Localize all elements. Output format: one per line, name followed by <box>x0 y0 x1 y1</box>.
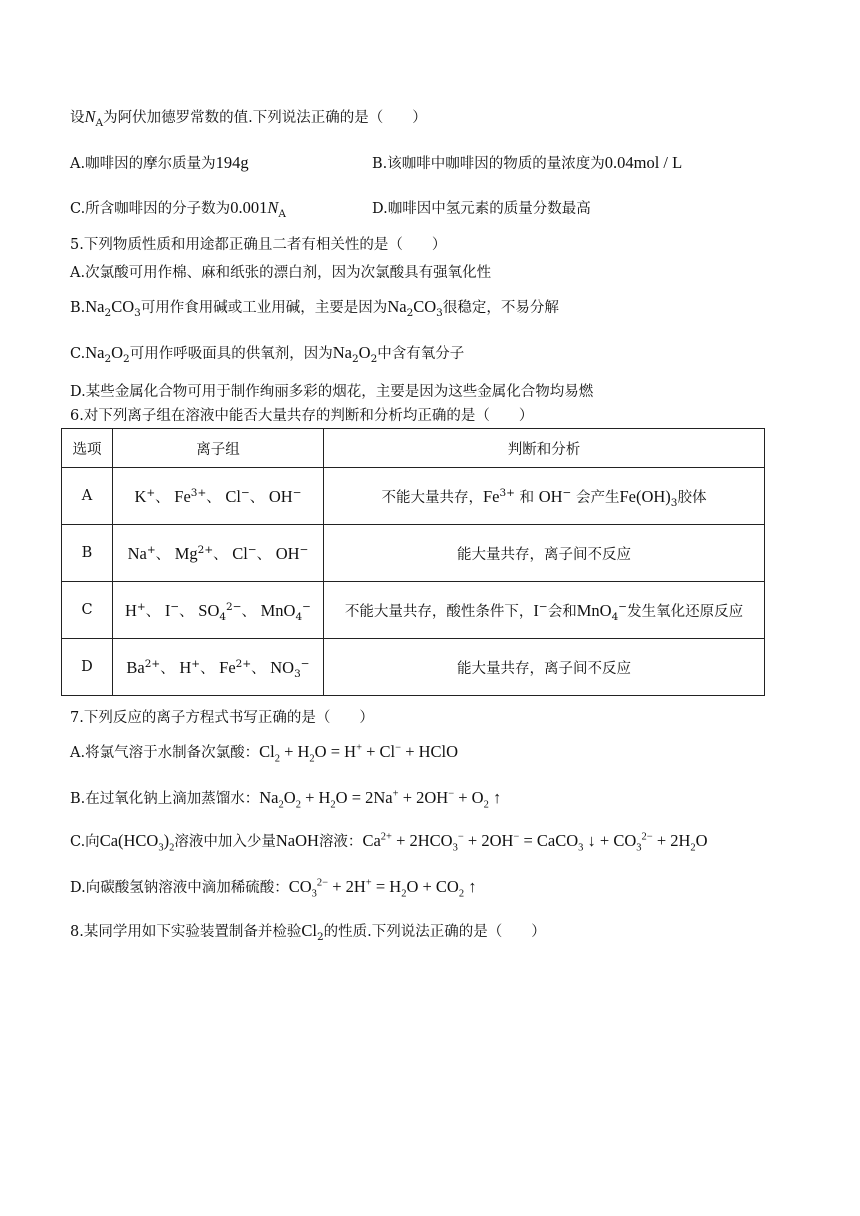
table-row-b <box>62 525 765 582</box>
q7-option-b: B.在过氧化钠上滴加蒸馏水：$Na_2O_2 + H_2O = 2Na^+ + 2OH^- + O_2$ ↑ <box>70 788 502 811</box>
q4-option-b: B.该咖啡中咖啡因的物质的量浓度为0.04mol / L <box>372 153 683 172</box>
q6-stem: 6.对下列离子组在溶液中能否大量共存的判断和分析均正确的是（ ） <box>70 408 534 424</box>
q5-option-d: D.某些金属化合物可用于制作绚丽多彩的烟花，主要是因为这些金属化合物均易燃 <box>70 384 594 400</box>
q5-option-a: A.次氯酸可用作棉、麻和纸张的漂白剂，因为次氯酸具有强氧化性 <box>70 265 492 281</box>
q5-stem: 5.下列物质性质和用途都正确且二者有相关性的是（ ） <box>70 237 447 253</box>
row-d-analysis: 能大量共存，离子间不反应 <box>324 639 765 696</box>
table-row-a <box>62 468 765 525</box>
table-row-d <box>62 639 765 696</box>
q4-option-c: C.所含咖啡因的分子数为$0.001N_A$ <box>70 198 286 220</box>
row-c-analysis: 不能大量共存，酸性条件下，I−会和MnO$_4$−发生氧化还原反应 <box>324 582 765 639</box>
q7-option-c: C.向$Ca(HCO_3)_2$溶液中加入少量NaOH溶液：$Ca^{2+} + 2HCO_3^- + 2OH^-$ = CaCO$_3$ ↓ + $CO_3^{2-} + 2H_2O$ <box>70 831 708 854</box>
header-analysis: 判断和分析 <box>324 429 765 468</box>
q4-option-a: A.咖啡因的摩尔质量为194g <box>70 153 249 172</box>
q6-table <box>61 428 765 696</box>
row-d-ions: $Ba^{2+}$、 H+、 $Fe^{2+}$、 $NO_3^-$ <box>113 639 324 696</box>
q4-option-d: D.咖啡因中氢元素的质量分数最高 <box>372 201 591 217</box>
q4-stem: 设$N_A$为阿伏加德罗常数的值.下列说法正确的是（ ） <box>70 107 427 129</box>
row-a-ions: K+、 $Fe^{3+}$、 Cl−、 OH− <box>113 468 324 525</box>
q7-option-d: D.向碳酸氢钠溶液中滴加稀硫酸：$CO_3^{2-} + 2H^+ = H_2O + CO_2$ ↑ <box>70 877 477 900</box>
q5-option-c: $C.Na_2O_2$可用作呼吸面具的供氧剂，因为$Na_2O_2$中含有氧分子 <box>70 343 465 365</box>
row-b-analysis: 能大量共存，离子间不反应 <box>324 525 765 582</box>
q7-stem: 7.下列反应的离子方程式书写正确的是（ ） <box>70 710 374 726</box>
row-b-option: B <box>62 525 113 582</box>
table-header-row <box>62 429 765 468</box>
row-c-option: C <box>62 582 113 639</box>
q8-stem: 8.某同学用如下实验装置制备并检验$Cl_2$的性质.下列说法正确的是（ ） <box>70 921 546 943</box>
row-b-ions: Na+、 $Mg^{2+}$、 Cl−、 OH− <box>113 525 324 582</box>
q7-option-a: A.将氯气溶于水制备次氯酸：$Cl_2 + H_2O = H^+ + Cl^-$ + HClO <box>70 742 459 765</box>
row-a-analysis: 不能大量共存，$Fe^{3+}$ 和 OH− 会产生$Fe(OH)_3$胶体 <box>324 468 765 525</box>
table-row-c <box>62 582 765 639</box>
header-ions: 离子组 <box>113 429 324 468</box>
row-a-option: A <box>62 468 113 525</box>
header-option: 选项 <box>62 429 113 468</box>
row-d-option: D <box>62 639 113 696</box>
row-c-ions: H+、 I−、 $SO_4^{2-}$、 MnO$_4$− <box>113 582 324 639</box>
q5-option-b: $B.Na_2CO_3$可用作食用碱或工业用碱，主要是因为$Na_2CO_3$很稳定，不易分解 <box>70 297 559 319</box>
